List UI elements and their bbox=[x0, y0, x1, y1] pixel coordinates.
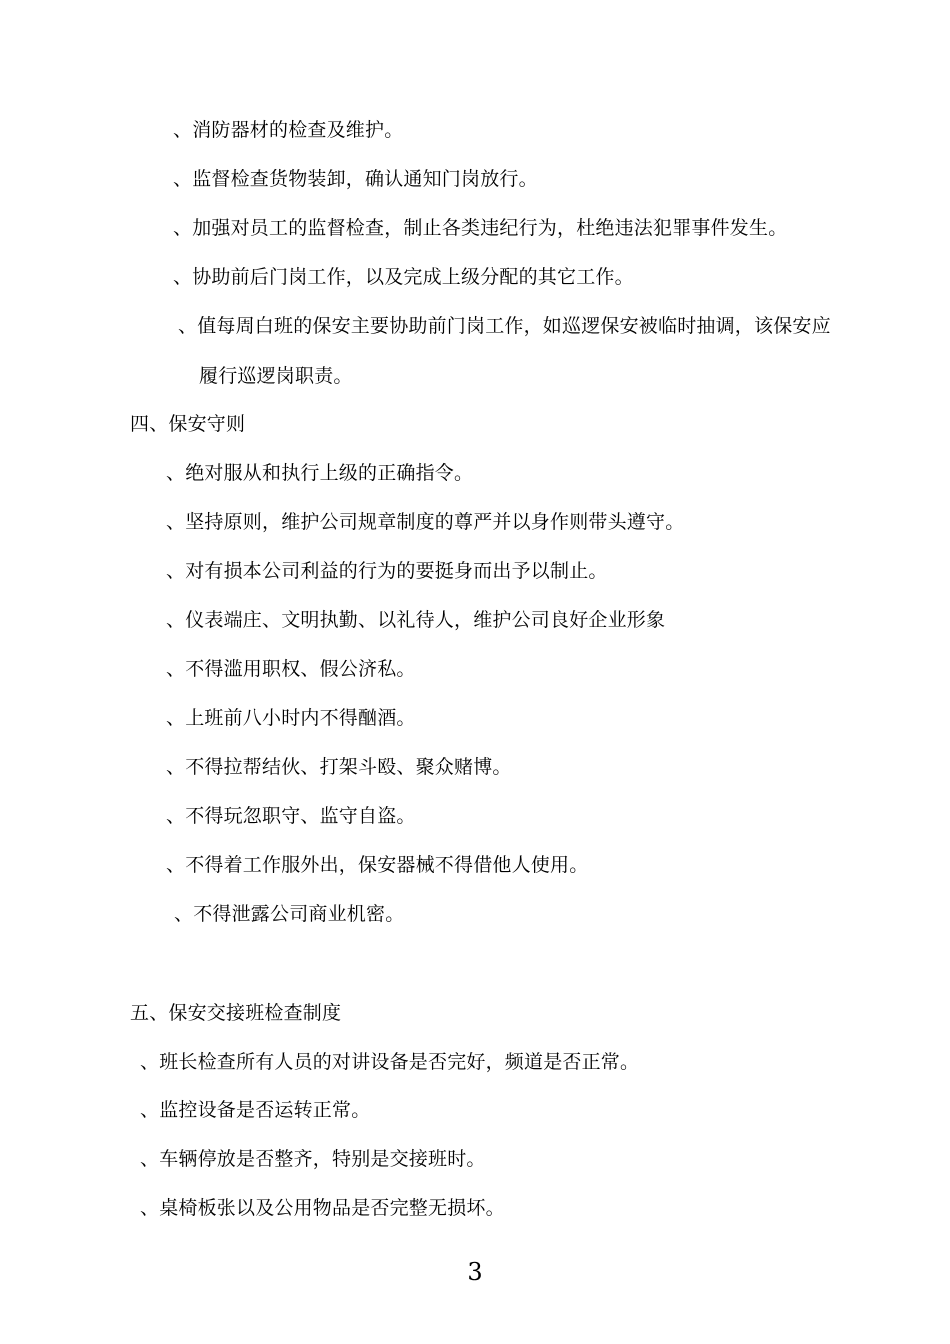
handover-item-3: 、车辆停放是否整齐，特别是交接班时。 bbox=[140, 1148, 486, 1170]
duty-item-5: 、值每周白班的保安主要协助前门岗工作，如巡逻保安被临时抽调，该保安应 bbox=[178, 315, 831, 337]
handover-item-4: 、桌椅板张以及公用物品是否完整无损坏。 bbox=[140, 1197, 505, 1219]
handover-item-1: 、班长检查所有人员的对讲设备是否完好，频道是否正常。 bbox=[140, 1051, 640, 1073]
section-heading-guard-rules: 四、保安守则 bbox=[130, 413, 246, 435]
rule-item-1: 、绝对服从和执行上级的正确指令。 bbox=[166, 462, 474, 484]
duty-item-5-continuation: 履行巡逻岗职责。 bbox=[199, 365, 353, 387]
rule-item-9: 、不得着工作服外出，保安器械不得借他人使用。 bbox=[166, 854, 589, 876]
duty-item-4: 、协助前后门岗工作，以及完成上级分配的其它工作。 bbox=[173, 266, 634, 288]
rule-item-7: 、不得拉帮结伙、打架斗殴、聚众赌博。 bbox=[166, 756, 512, 778]
rule-item-3: 、对有损本公司利益的行为的要挺身而出予以制止。 bbox=[166, 560, 608, 582]
rule-item-8: 、不得玩忽职守、监守自盗。 bbox=[166, 805, 416, 827]
section-heading-shift-handover: 五、保安交接班检查制度 bbox=[130, 1002, 342, 1024]
rule-item-5: 、不得滥用职权、假公济私。 bbox=[166, 658, 416, 680]
rule-item-2: 、坚持原则，维护公司规章制度的尊严并以身作则带头遵守。 bbox=[166, 511, 685, 533]
duty-item-1: 、消防器材的检查及维护。 bbox=[173, 119, 404, 141]
duty-item-3: 、加强对员工的监督检查，制止各类违纪行为，杜绝违法犯罪事件发生。 bbox=[173, 217, 788, 239]
duty-item-2: 、监督检查货物装卸，确认通知门岗放行。 bbox=[173, 168, 538, 190]
rule-item-10: 、不得泄露公司商业机密。 bbox=[174, 903, 405, 925]
handover-item-2: 、监控设备是否运转正常。 bbox=[140, 1099, 371, 1121]
rule-item-4: 、仪表端庄、文明执勤、以礼待人，维护公司良好企业形象 bbox=[166, 609, 666, 631]
page-number: 3 bbox=[467, 1258, 483, 1286]
rule-item-6: 、上班前八小时内不得酗酒。 bbox=[166, 707, 416, 729]
